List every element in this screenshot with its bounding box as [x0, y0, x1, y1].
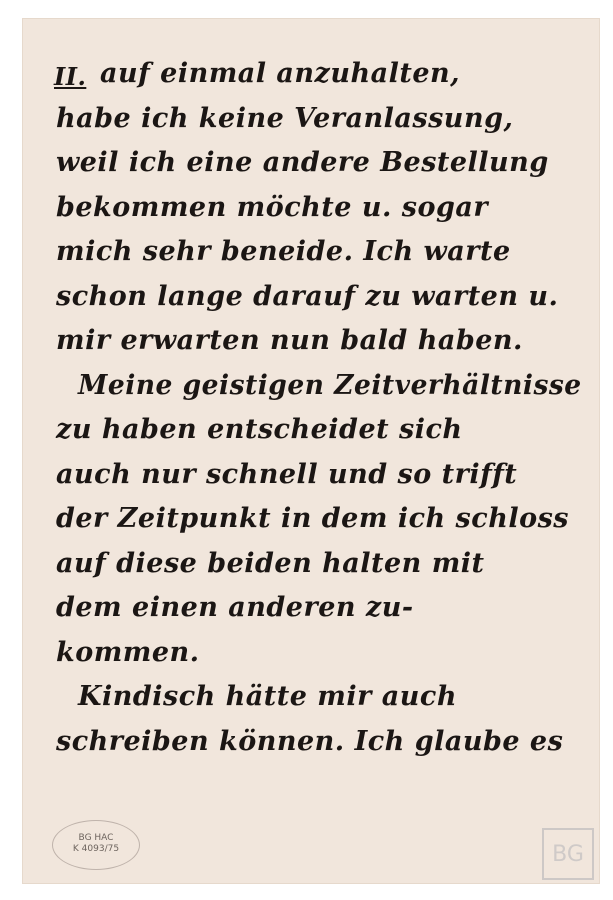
handwriting-line-5: mich sehr beneide. Ich warte: [56, 236, 511, 267]
handwriting-line-2: habe ich keine Veranlassung,: [56, 102, 514, 134]
handwriting-line-15: Kindisch hätte mir auch: [78, 681, 457, 712]
handwriting-line-6: schon lange darauf zu warten u.: [56, 280, 559, 312]
letter-page: [22, 18, 600, 884]
archive-stamp-line-1: BG HAC: [78, 833, 114, 843]
handwriting-line-14: kommen.: [56, 636, 200, 668]
handwriting-line-8: Meine geistigen Zeitverhältnisse: [78, 369, 582, 401]
handwriting-line-4: bekommen möchte u. sogar: [56, 191, 489, 223]
archive-stamp: [52, 820, 140, 870]
handwriting-line-12: auf diese beiden halten mit: [56, 547, 485, 579]
handwriting-line-16: schreiben können. Ich glaube es: [56, 725, 564, 757]
handwriting-line-11: der Zeitpunkt in dem ich schloss: [56, 503, 569, 534]
handwriting-line-1: auf einmal anzuhalten,: [100, 58, 461, 89]
handwriting-line-9: zu haben entscheidet sich: [56, 414, 463, 445]
archive-stamp-line-2: K 4093/75: [72, 844, 120, 854]
handwriting-line-10: auch nur schnell und so trifft: [56, 458, 518, 490]
bg-watermark-logo: BG: [542, 828, 594, 880]
page-number: II.: [54, 62, 87, 91]
handwriting-line-3: weil ich eine andere Bestellung: [56, 147, 549, 178]
handwriting-line-13: dem einen anderen zu-: [56, 592, 414, 623]
handwriting-line-7: mir erwarten nun bald haben.: [56, 325, 523, 356]
